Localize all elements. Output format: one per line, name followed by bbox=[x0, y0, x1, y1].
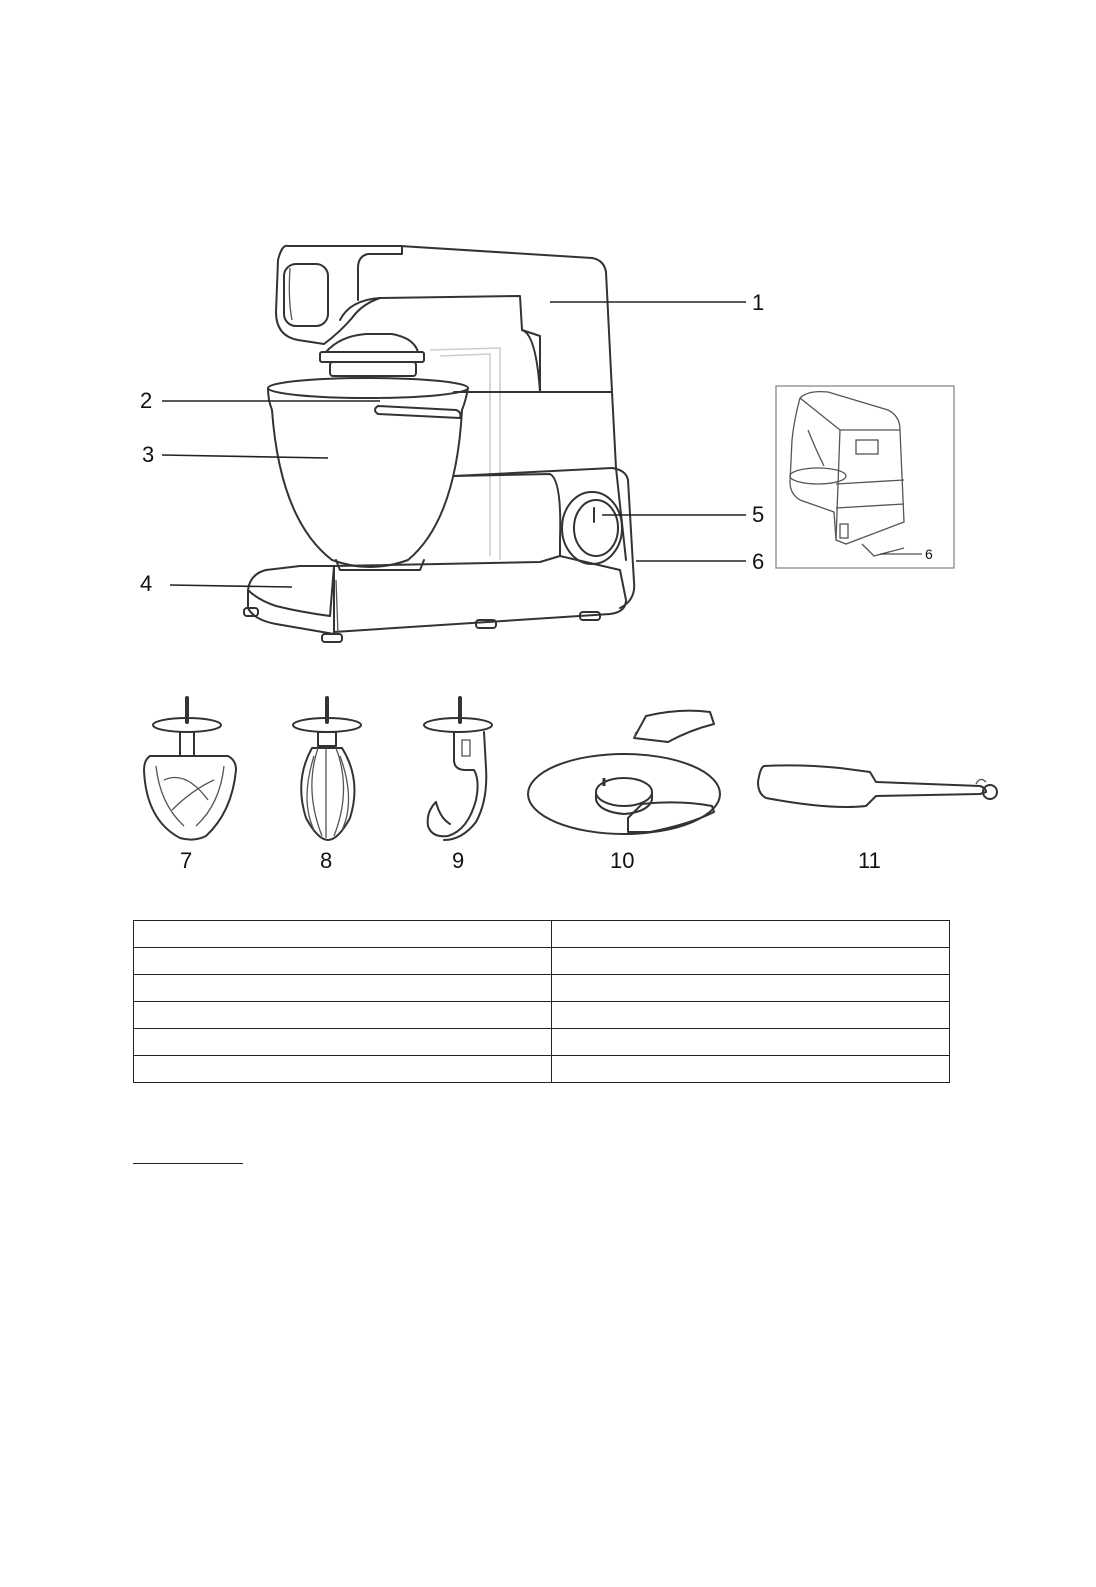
table-cell bbox=[552, 921, 950, 948]
inset-callout-6: 6 bbox=[925, 546, 933, 562]
table-cell bbox=[552, 1029, 950, 1056]
callout-1: 1 bbox=[752, 290, 765, 315]
callout-2: 2 bbox=[140, 388, 153, 413]
table-row bbox=[134, 975, 950, 1002]
spatula-illustration bbox=[758, 765, 997, 807]
callouts-main bbox=[140, 290, 764, 596]
accessory-label-9: 9 bbox=[452, 848, 465, 873]
table-row bbox=[134, 948, 950, 975]
table-cell bbox=[552, 975, 950, 1002]
whisk-illustration bbox=[293, 698, 361, 840]
accessory-label-11: 11 bbox=[858, 848, 881, 873]
dough-hook-illustration bbox=[424, 698, 492, 840]
callout-5: 5 bbox=[752, 502, 765, 527]
callout-4: 4 bbox=[140, 571, 153, 596]
accessory-label-10: 10 bbox=[610, 848, 635, 873]
parts-table bbox=[133, 920, 950, 1083]
table-row bbox=[134, 1029, 950, 1056]
accessory-label-8: 8 bbox=[320, 848, 333, 873]
accessory-label-7: 7 bbox=[180, 848, 193, 873]
stand-mixer-illustration bbox=[244, 246, 634, 642]
table-cell bbox=[134, 975, 552, 1002]
table-cell bbox=[134, 1029, 552, 1056]
table-cell bbox=[134, 921, 552, 948]
table-cell bbox=[552, 948, 950, 975]
table-row bbox=[134, 1002, 950, 1029]
table-cell bbox=[134, 1056, 552, 1083]
inset-illustration bbox=[776, 386, 954, 568]
section-heading-underline bbox=[133, 1163, 243, 1164]
callout-6: 6 bbox=[752, 549, 765, 574]
table-row bbox=[134, 1056, 950, 1083]
flat-beater-illustration bbox=[144, 698, 236, 840]
splash-guard-illustration bbox=[528, 711, 720, 834]
table-cell bbox=[552, 1002, 950, 1029]
callout-3: 3 bbox=[142, 442, 155, 467]
table-cell bbox=[552, 1056, 950, 1083]
table-cell bbox=[134, 1002, 552, 1029]
table-row bbox=[134, 921, 950, 948]
table-cell bbox=[134, 948, 552, 975]
